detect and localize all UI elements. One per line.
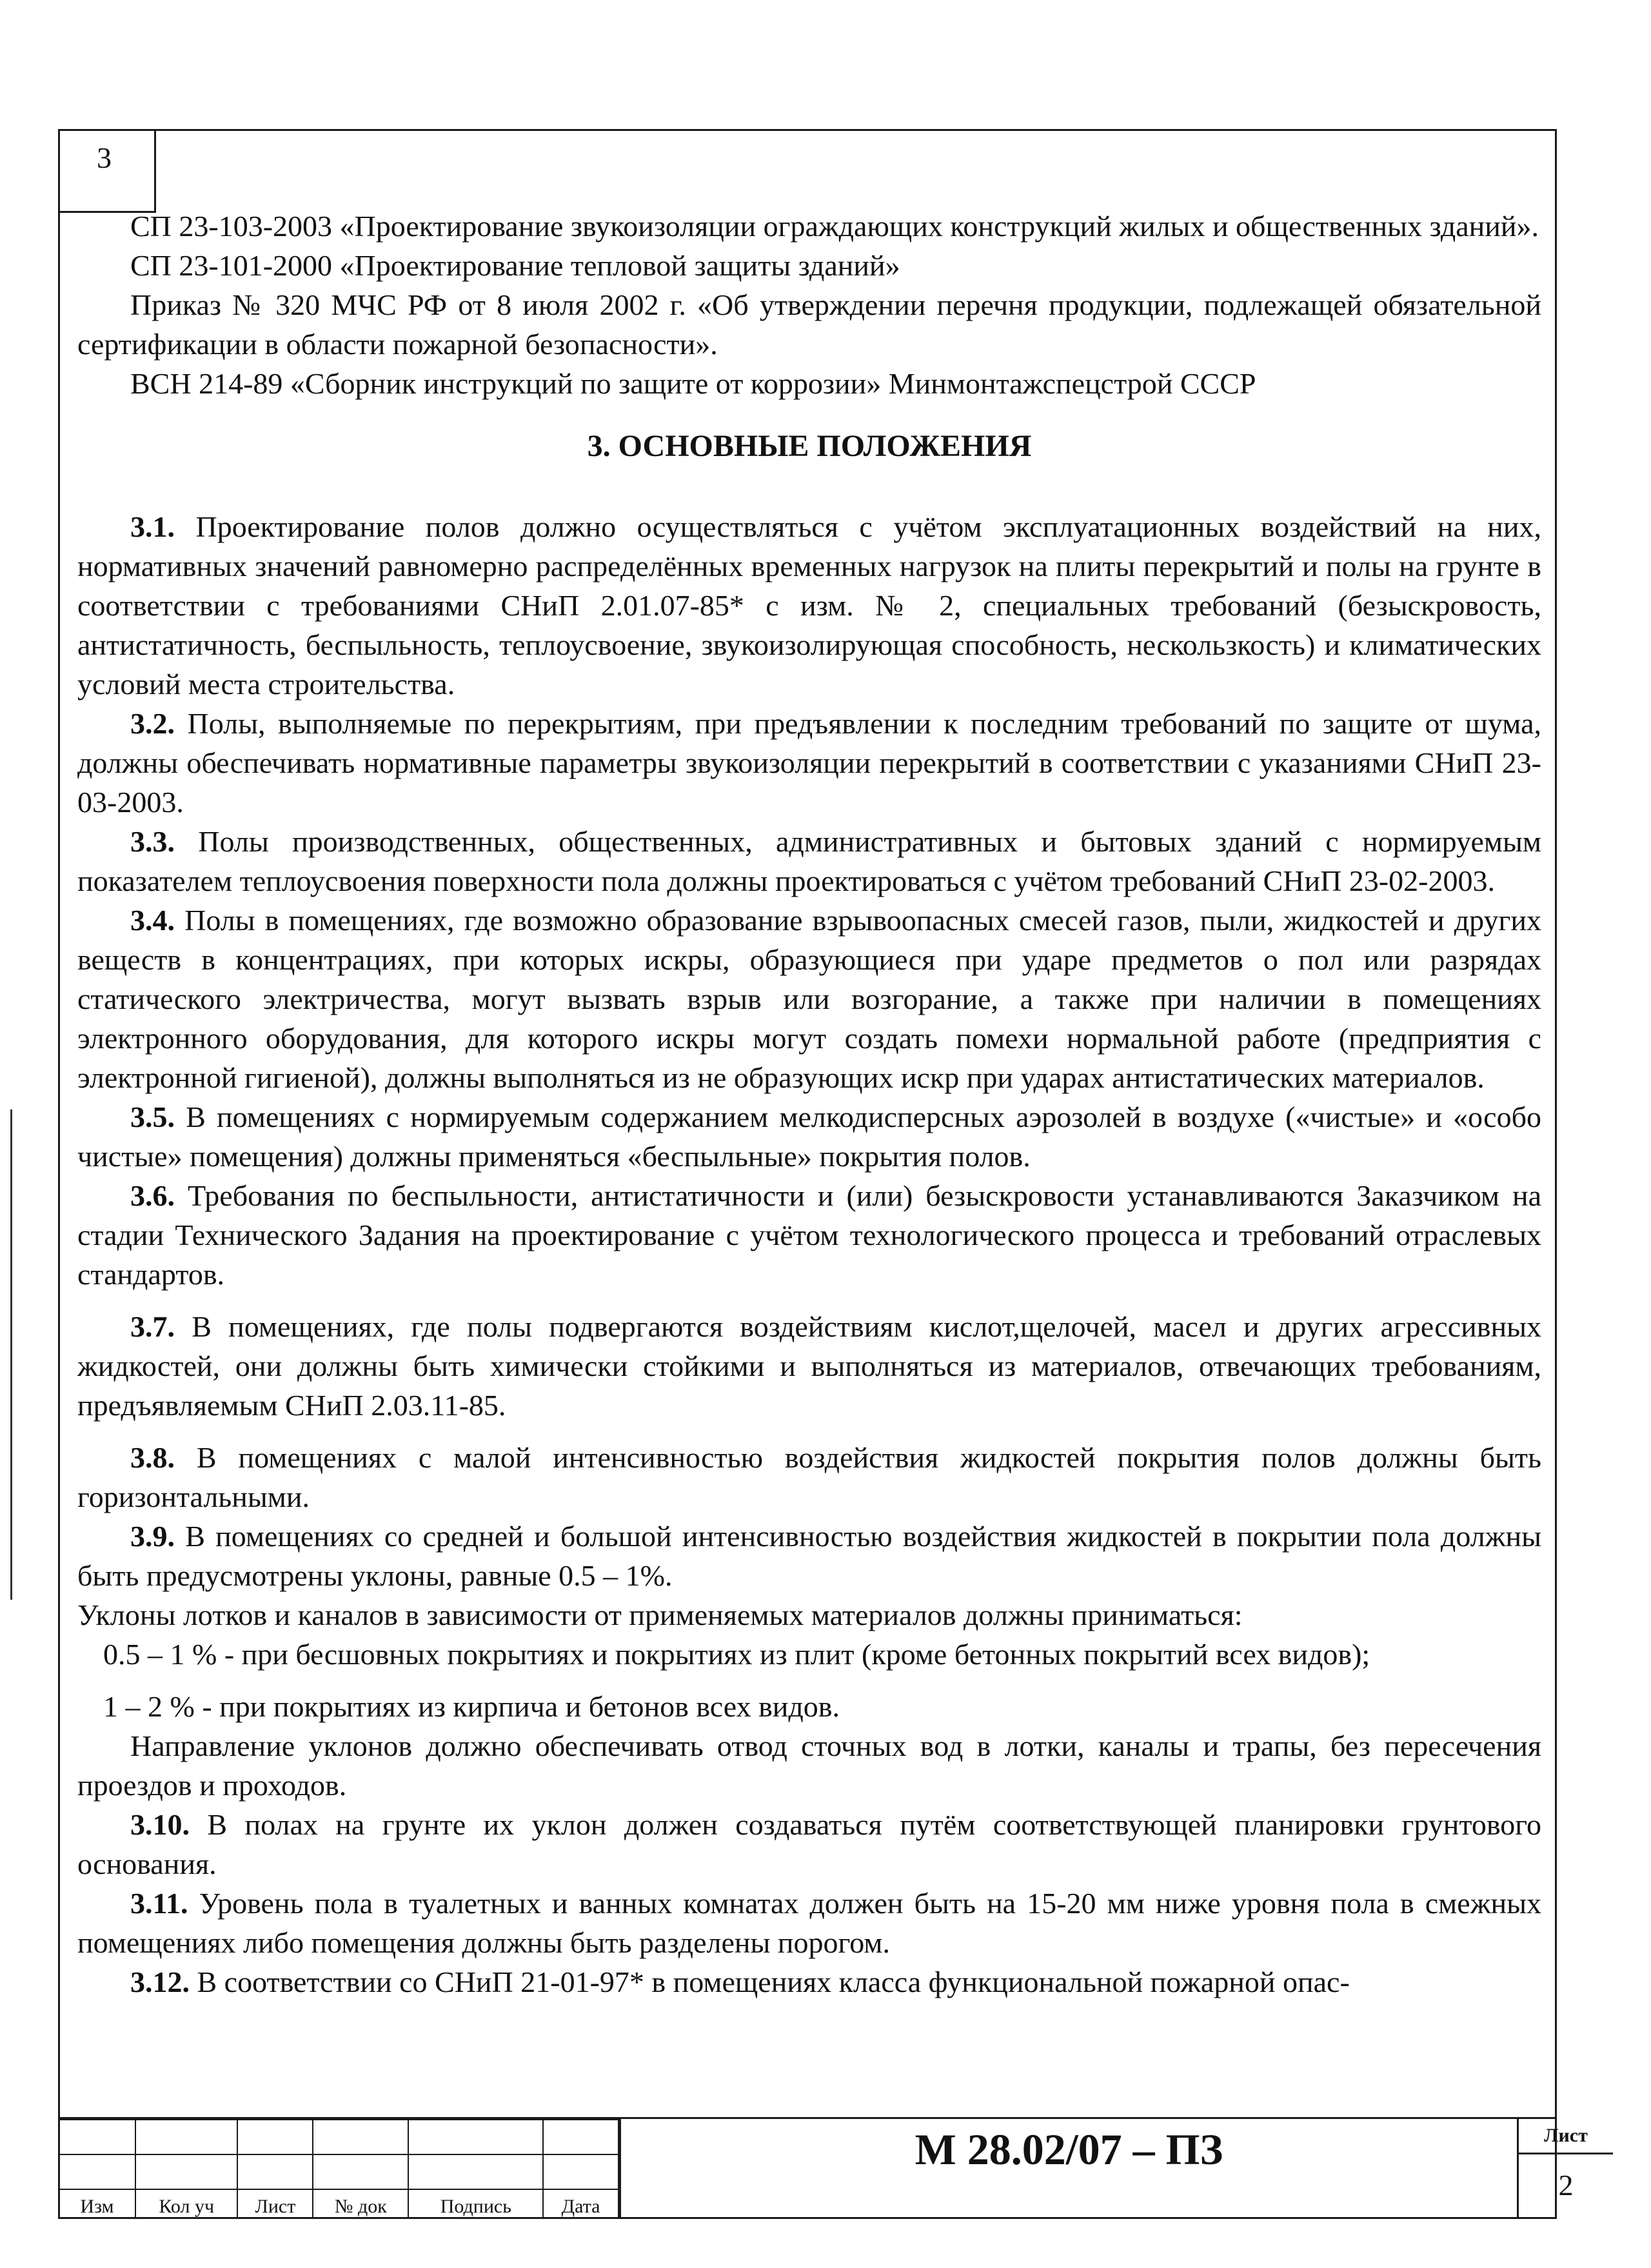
clause-number: 3.8. <box>130 1441 175 1474</box>
document-body <box>77 206 1541 2002</box>
clause-number: 3.1. <box>130 510 175 543</box>
title-block <box>58 2117 1588 2219</box>
clause-3-4 <box>77 900 1541 1097</box>
clause-3-7 <box>77 1307 1541 1425</box>
clause-number: 3.7. <box>130 1310 175 1343</box>
clause-3-10 <box>77 1805 1541 1884</box>
clause-text: Полы производственных, общественных, административных и бытовых зданий с нормируемым показателем теплоусвоения поверхности пола должны проектироваться с учётом требований СНиП 23-02-2003. <box>77 825 1541 897</box>
reference-line: СП 23-101-2000 «Проектирование тепловой защиты зданий» <box>130 249 900 282</box>
page-number: 3 <box>58 129 156 213</box>
clause-text: Полы в помещениях, где возможно образование взрывоопасных смесей газов, пыли, жидкостей и других веществ в концентрациях, при которых искры, образующиеся при ударе предметов о пол или разрядах статического электричества, могут вызвать взрыв или возгорание, а также при наличии в помещениях электронного оборудования, для которого искры могут создать помехи нормальной работе (предприятия с электронной гигиеной), должны выполняться из не образующих искр при ударах антистатических материалов. <box>77 904 1541 1094</box>
clause-text: В помещениях со средней и большой интенсивностью воздействия жидкостей в покрытии пола должны быть предусмотрены уклоны, равные 0.5 – 1%. <box>77 1520 1541 1592</box>
slopes-intro: Уклоны лотков и каналов в зависимости от применяемых материалов должны приниматься: <box>77 1598 1243 1631</box>
clause-text: В полах на грунте их уклон должен создаваться путём соответствующей планировки грунтового основания. <box>77 1808 1541 1880</box>
document-code: М 28.02/07 – ПЗ <box>619 2119 1519 2219</box>
clause-number: 3.2. <box>130 707 175 740</box>
column-header: Лист <box>237 2189 313 2218</box>
slope-direction: Направление уклонов должно обеспечивать отвод сточных вод в лотки, каналы и трапы, без пересечения проездов и проходов. <box>77 1729 1541 1802</box>
clause-number: 3.4. <box>130 904 175 937</box>
clause-text: Проектирование полов должно осуществляться с учётом эксплуатационных воздействий на них, нормативных значений равномерно распределённых временных нагрузок на плиты перекрытий и полы на грунте в соответствии с требованиями СНиП 2.01.07-85* с изм. № 2, специальных требований (безыскровость, антистатичность, беспыльность, теплоусвоение, звукоизолирующая способность, нескользкость) и климатических условий места строительства. <box>77 510 1541 701</box>
clause-3-9 <box>77 1517 1541 1595</box>
clause-3-1 <box>77 507 1541 704</box>
reference-line: СП 23-103-2003 «Проектирование звукоизоляции ограждающих конструкций жилых и общественных зданий». <box>130 210 1539 243</box>
column-header: № док <box>313 2189 408 2218</box>
clause-3-8 <box>77 1438 1541 1517</box>
sheet-number: 2 <box>1558 2169 1574 2202</box>
reference-line: Приказ № 320 МЧС РФ от 8 июля 2002 г. «Об утверждении перечня продукции, подлежащей обязательной сертификации в области пожарной безопасности». <box>77 288 1541 361</box>
column-header: Кол уч <box>135 2189 238 2218</box>
slope-rule-1: 0.5 – 1 % - при бесшовных покрытиях и покрытиях из плит (кроме бетонных покрытий всех видов); <box>103 1638 1370 1671</box>
margin-mark <box>10 1109 12 1600</box>
slope-rule-2: 1 – 2 % - при покрытиях из кирпича и бетонов всех видов. <box>103 1690 840 1723</box>
section-title: 3. ОСНОВНЫЕ ПОЛОЖЕНИЯ <box>587 429 1032 463</box>
clause-number: 3.6. <box>130 1179 175 1212</box>
clause-number: 3.3. <box>130 825 175 858</box>
clause-3-5 <box>77 1097 1541 1176</box>
clause-text: В соответствии со СНиП 21-01-97* в помещениях класса функциональной пожарной опас- <box>190 1965 1350 1998</box>
clause-3-6 <box>77 1176 1541 1294</box>
sheet-label: Лист <box>1519 2119 1613 2154</box>
clause-3-2 <box>77 704 1541 822</box>
sheet-box <box>1519 2119 1613 2219</box>
column-header: Дата <box>543 2189 618 2218</box>
clause-number: 3.12. <box>130 1965 190 1998</box>
revision-table <box>58 2119 619 2219</box>
clause-3-11 <box>77 1884 1541 1962</box>
column-header: Подпись <box>408 2189 543 2218</box>
column-header: Изм <box>59 2189 135 2218</box>
clause-3-3 <box>77 822 1541 900</box>
clause-number: 3.5. <box>130 1100 175 1133</box>
clause-text: В помещениях, где полы подвергаются воздействиям кислот,щелочей, масел и других агрессивных жидкостей, они должны быть химически стойкими и выполняться из материалов, отвечающих требованиям, предъявляемым СНиП 2.03.11-85. <box>77 1310 1541 1422</box>
clause-text: Полы, выполняемые по перекрытиям, при предъявлении к последним требований по защите от шума, должны обеспечивать нормативные параметры звукоизоляции перекрытий в соответствии с указаниями СНиП 23-03-2003. <box>77 707 1541 819</box>
clause-text: Требования по беспыльности, антистатичности и (или) безыскровости устанавливаются Заказчиком на стадии Технического Задания на проектирование с учётом технологического процесса и требований отраслевых стандартов. <box>77 1179 1541 1291</box>
clause-number: 3.9. <box>130 1520 175 1553</box>
clause-number: 3.10. <box>130 1808 190 1841</box>
clause-text: В помещениях с малой интенсивностью воздействия жидкостей покрытия полов должны быть горизонтальными. <box>77 1441 1541 1513</box>
reference-line: ВСН 214-89 «Сборник инструкций по защите от коррозии» Минмонтажспецстрой СССР <box>130 367 1256 400</box>
clause-text: В помещениях с нормируемым содержанием мелкодисперсных аэрозолей в воздухе («чистые» и «особо чистые» помещения) должны применяться «беспыльные» покрытия полов. <box>77 1100 1541 1173</box>
clause-number: 3.11. <box>130 1887 188 1920</box>
clause-3-12 <box>77 1962 1541 2002</box>
clause-text: Уровень пола в туалетных и ванных комнатах должен быть на 15-20 мм ниже уровня пола в смежных помещениях либо помещения должны быть разделены порогом. <box>77 1887 1541 1959</box>
